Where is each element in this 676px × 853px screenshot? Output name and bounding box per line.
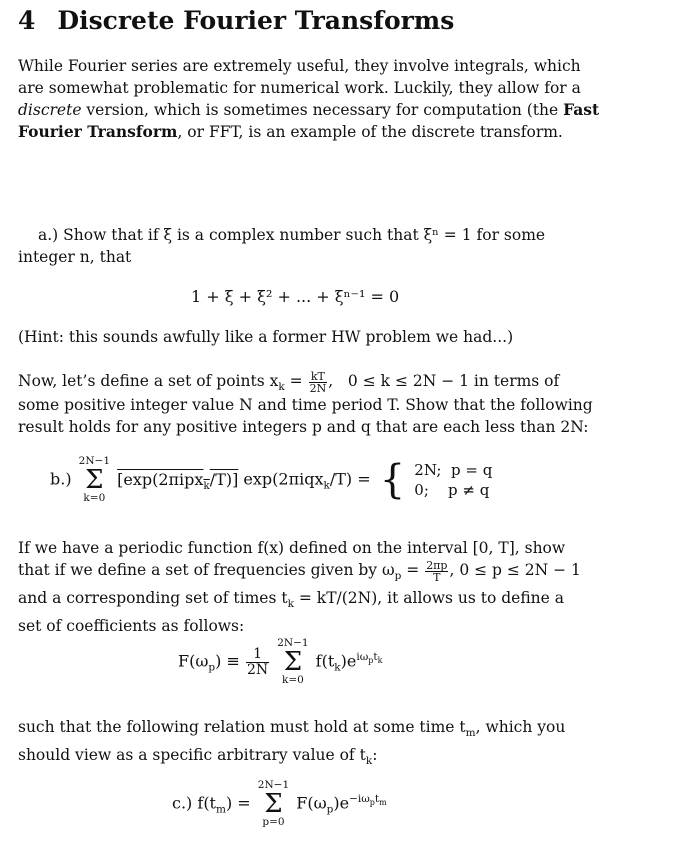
section-number: 4: [18, 6, 36, 35]
relation-paragraph: [18, 716, 565, 772]
part-c-sum-lower: p=0: [262, 816, 285, 828]
omega-fraction: [425, 560, 448, 583]
sigma-icon: Σ: [283, 647, 303, 677]
geometric-sum-equation: 1 + ξ + ξ² + ... + ξⁿ⁻¹ = 0: [191, 287, 400, 306]
intro-line-3-text: version, which is sometimes necessary for computation (the: [81, 101, 564, 119]
part-c-label: c.): [172, 793, 193, 813]
coef-sum-upper: 2N−1: [277, 637, 309, 649]
periodic-line-2-text: that if we define a set of frequencies given by ω: [18, 561, 395, 579]
kt-fraction-bottom: 2N: [309, 381, 327, 395]
case-1-value: 2N;: [414, 461, 442, 479]
part-b-sum-lower: k=0: [83, 492, 106, 504]
hint-text: (Hint: this sounds awfully like a former HW problem we had...): [18, 328, 514, 346]
conjugate-term: [exp(2πipx$_k$/T)]: [117, 469, 239, 492]
coef-exponent-end: t: [373, 651, 378, 664]
one-over-2n-fraction: [246, 647, 269, 678]
part-c-lhs-end: ) =: [225, 793, 251, 813]
piecewise-cases: [414, 460, 492, 500]
intro-paragraph: [18, 55, 599, 143]
periodic-line-3-text: and a corresponding set of times t: [18, 589, 288, 608]
define-points-paragraph: [18, 370, 593, 438]
periodic-line-1: If we have a periodic function f(x) defined on the interval [0, T], show: [18, 539, 566, 557]
intro-line-4-text: , or FFT, is an example of the discrete transform.: [177, 123, 563, 141]
define-line-1-end: in terms of: [469, 372, 560, 390]
part-b-term-2-end: /T) =: [329, 469, 371, 489]
part-c-sum: [258, 780, 289, 828]
part-c-exponent-end: t: [374, 793, 380, 806]
relation-line-2-end: :: [372, 746, 378, 765]
periodic-line-2: that if we define a set of frequencies given by $\omega_p$ = $\frac{2\pi p}{T}$ , 0 ≤ p ≤ 2N − 1: [18, 558, 581, 584]
relation-line-1: such that the following relation must hold at some time $t_m$, which you: [18, 718, 566, 740]
coef-sum: [277, 638, 308, 686]
k-range: 0 ≤ k ≤ 2N − 1: [347, 372, 469, 390]
part-a-line-2: integer n, that: [18, 248, 132, 266]
coef-exponent: iω: [356, 651, 369, 664]
relation-line-1-end: , which you: [475, 718, 566, 736]
part-b-sum-upper: 2N−1: [78, 455, 111, 467]
sigma-icon: Σ: [264, 789, 283, 819]
part-b-term-2: exp(2πiqx: [238, 469, 324, 489]
define-line-1: Now, let’s define a set of points $x_k$ = $\frac{kT}{2N}$ , 0 ≤ k ≤ 2N − 1 in terms of: [18, 369, 560, 395]
periodic-line-4: set of coefficients as follows:: [18, 617, 245, 636]
part-a-line-1: a.) Show that if ξ is a complex number such that ξⁿ = 1 for some: [38, 226, 546, 244]
sigma-icon: Σ: [85, 465, 104, 495]
section-title: Discrete Fourier Transforms: [57, 6, 455, 35]
part-c-equation: c.) $f(t_m)$ = 2N−1 Σ p=0 $F(\omega_p)e^{-i\omega_pt_m}$: [172, 779, 387, 828]
periodic-paragraph: [18, 537, 581, 637]
part-b-term-1: [exp(2πipx: [117, 469, 204, 489]
part-c-sum-upper: 2N−1: [257, 779, 290, 791]
one-over-2n-top: 1: [246, 647, 269, 663]
part-c-rhs-end: )e: [333, 793, 350, 813]
omega-fraction-top: 2πp: [426, 558, 448, 572]
case-1-condition: p = q: [451, 461, 493, 479]
part-b-term-1-end: /T)]: [209, 469, 239, 489]
case-2-condition: p ≠ q: [447, 481, 490, 499]
part-b-label: b.): [50, 469, 72, 489]
fast-word: Fast: [563, 100, 600, 119]
case-2: [414, 480, 492, 500]
intro-line-3: [18, 99, 599, 121]
coefficient-equation: $F(\omega_p)$ ≡ $\frac{1}{2N}$ 2N−1 Σ k=0 $f(t_k)e^{i\omega_pt_k}$: [178, 637, 383, 686]
part-c-lhs: f(t: [197, 793, 216, 813]
relation-line-2-text: should view as a specific arbitrary value of t: [18, 746, 366, 765]
intro-line-4: [18, 121, 599, 143]
part-b-equation: b.) 2N−1 Σ k=0 [exp(2πipx$_k$/T)] exp(2πiqx$_k$/T) = { 2N; p = q 0; p ≠ q: [50, 455, 493, 504]
part-b-sum: [79, 456, 110, 504]
section-heading: [18, 6, 454, 35]
intro-line-1: While Fourier series are extremely useful, they involve integrals, which: [18, 57, 581, 75]
one-over-2n-bottom: 2N: [246, 661, 269, 678]
relation-line-1-text: such that the following relation must hold at some time t: [18, 718, 466, 736]
coef-lhs-end: ) ≡: [215, 651, 240, 671]
define-line-1-text: Now, let’s define a set of points x: [18, 372, 279, 390]
relation-line-2: should view as a specific arbitrary value of $t_k$:: [18, 746, 378, 768]
left-brace-icon: {: [379, 457, 406, 503]
define-line-2: some positive integer value N and time period T. Show that the following: [18, 396, 593, 414]
discrete-word: discrete: [18, 101, 82, 119]
part-c-exponent: −iω: [349, 793, 370, 806]
coef-rhs-end: )e: [340, 651, 357, 671]
sub-k: k: [278, 381, 285, 394]
case-2-value: 0;: [414, 481, 429, 499]
intro-line-2: are somewhat problematic for numerical work. Luckily, they allow for a: [18, 79, 581, 97]
periodic-line-3: and a corresponding set of times $t_k = kT/(2N)$, it allows us to define a: [18, 589, 564, 611]
define-line-3: result holds for any positive integers p and q that are each less than 2N:: [18, 418, 589, 436]
coef-lhs: F(ω: [178, 651, 209, 671]
coef-rhs: f(t: [315, 651, 335, 671]
case-1: [414, 460, 492, 480]
p-range: , 0 ≤ p ≤ 2N − 1: [449, 561, 581, 579]
kt-fraction: [309, 371, 328, 394]
fft-term: Fourier Transform: [18, 122, 178, 141]
coef-sum-lower: k=0: [281, 674, 304, 686]
kt-fraction-top: kT: [309, 371, 328, 383]
part-c-rhs: F(ω: [296, 793, 327, 813]
omega-fraction-bottom: T: [433, 570, 441, 584]
periodic-line-3-end: = kT/(2N), it allows us to define a: [293, 589, 564, 608]
